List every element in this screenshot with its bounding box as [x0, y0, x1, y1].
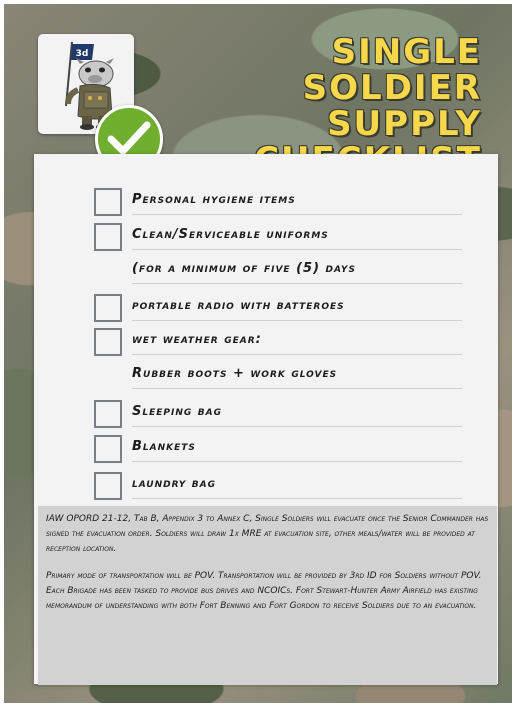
checkbox-laundry-bag[interactable]	[94, 472, 122, 500]
checkbox-blankets[interactable]	[94, 435, 122, 463]
checkbox-sleeping-bag[interactable]	[94, 400, 122, 428]
checkbox-radio[interactable]	[94, 294, 122, 322]
item-laundry-bag: laundry bag	[132, 470, 462, 499]
title-line-1: SINGLE SOLDIER	[302, 32, 482, 108]
item-hygiene: Personal hygiene items	[132, 186, 462, 215]
item-sleeping-bag: Sleeping bag	[132, 398, 462, 427]
checkbox-uniforms[interactable]	[94, 223, 122, 251]
note-paragraph-2: Primary mode of transportation will be POV. Transportation will be provided by 3rd ID for Soldiers without POV. Each Brigade has been tasked to provide bus drives and NCOICs. Fort Stewart-Hunter Army Airfield has existing memorandum of understanding with both Fort Benning and Fort Gordon to receive Soldiers due to an evacuation.	[46, 571, 482, 611]
item-uniforms-note: (for a minimum of five (5) days	[132, 255, 462, 284]
checklist-card	[34, 154, 498, 684]
item-radio: portable radio with batteroes	[132, 292, 462, 321]
item-wet-weather: wet weather gear:	[132, 326, 462, 355]
checklist-poster	[4, 4, 512, 703]
item-boots-gloves: Rubber boots + work gloves	[132, 360, 462, 389]
checkbox-hygiene[interactable]	[94, 188, 122, 216]
flag-text: 3d	[75, 49, 89, 59]
title-line-2: SUPPLY	[327, 104, 482, 144]
note-paragraph-1: IAW OPORD 21-12, Tab B, Appendix 3 to Annex C, Single Soldiers will evacuate once the Senior Commander has signed the evacuation order. Soldiers will draw 1x MRE at evacuation site, other meals/water will be provided at reception location.	[46, 514, 489, 554]
item-blankets: Blankets	[132, 433, 462, 462]
item-uniforms: Clean/Serviceable uniforms	[132, 221, 462, 250]
checkbox-wet-weather[interactable]	[94, 328, 122, 356]
evacuation-note	[38, 506, 497, 685]
